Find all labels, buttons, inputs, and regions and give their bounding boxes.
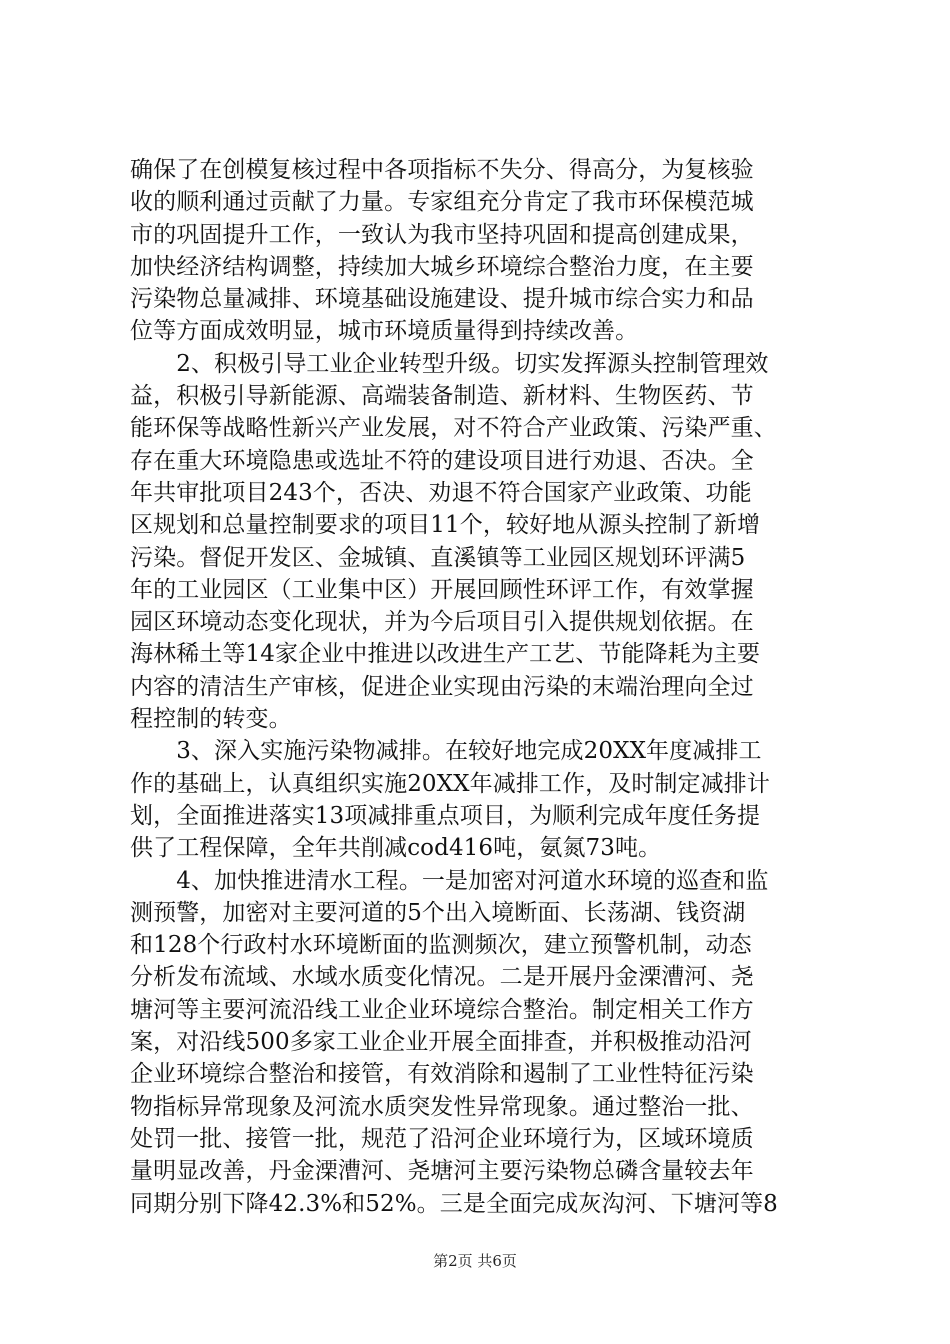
body-text-line: 市的巩固提升工作，一致认为我市坚持巩固和提高创建成果， [130, 221, 754, 248]
body-text-line: 收的顺利通过贡献了力量。专家组充分肯定了我市环保模范城 [130, 189, 754, 216]
body-text-line: 物指标异常现象及河流水质突发性异常现象。通过整治一批、 [130, 1093, 754, 1120]
body-text-line: 2、积极引导工业企业转型升级。切实发挥源头控制管理效 [130, 350, 769, 377]
body-text-line: 海林稀土等14家企业中推进以改进生产工艺、节能降耗为主要 [130, 641, 761, 668]
body-text-line: 存在重大环境隐患或选址不符的建设项目进行劝退、否决。全 [130, 447, 754, 474]
body-text-line: 案，对沿线500多家工业企业开展全面排查，并积极推动沿河 [130, 1029, 752, 1056]
body-text-line: 测预警，加密对主要河道的5个出入境断面、长荡湖、钱资湖 [130, 899, 746, 926]
body-text-line: 量明显改善，丹金溧漕河、尧塘河主要污染物总磷含量较去年 [130, 1158, 754, 1185]
body-text-line: 园区环境动态变化现状，并为今后项目引入提供规划依据。在 [130, 609, 754, 636]
body-text-line: 年共审批项目243个，否决、劝退不符合国家产业政策、功能 [130, 479, 752, 506]
body-text-line: 分析发布流域、水域水质变化情况。二是开展丹金溧漕河、尧 [130, 964, 754, 991]
page-footer: 第2页 共6页 [433, 1252, 517, 1270]
body-text-line: 年的工业园区（工业集中区）开展回顾性环评工作，有效掌握 [130, 576, 754, 603]
document-body [130, 154, 830, 1220]
body-text-line: 确保了在创模复核过程中各项指标不失分、得高分，为复核验 [130, 157, 754, 183]
body-text-line: 作的基础上，认真组织实施20XX年减排工作，及时制定减排计 [130, 770, 770, 797]
body-text-line: 程控制的转变。 [130, 706, 292, 733]
body-text-line: 塘河等主要河流沿线工业企业环境综合整治。制定相关工作方 [130, 996, 754, 1023]
body-text-line: 同期分别下降42.3%和52%。三是全面完成灰沟河、下塘河等8 [130, 1190, 778, 1217]
body-text-line: 和128个行政村水环境断面的监测频次，建立预警机制，动态 [130, 932, 752, 959]
body-text-line: 区规划和总量控制要求的项目11个，较好地从源头控制了新增 [130, 512, 761, 539]
body-text-line: 污染物总量减排、环境基础设施建设、提升城市综合实力和品 [130, 286, 754, 313]
body-text-line: 益，积极引导新能源、高端装备制造、新材料、生物医药、节 [130, 383, 754, 410]
body-text-line: 3、深入实施污染物减排。在较好地完成20XX年度减排工 [130, 738, 762, 765]
body-text-line: 4、加快推进清水工程。一是加密对河道水环境的巡查和监 [130, 867, 769, 894]
body-text-line: 内容的清洁生产审核，促进企业实现由污染的末端治理向全过 [130, 673, 754, 700]
body-text-line: 供了工程保障，全年共削减cod416吨，氨氮73吨。 [130, 835, 662, 862]
body-text-line: 能环保等战略性新兴产业发展，对不符合产业政策、污染严重、 [130, 415, 777, 442]
body-text-line: 位等方面成效明显，城市环境质量得到持续改善。 [130, 318, 639, 345]
body-text-line: 处罚一批、接管一批，规范了沿河企业环境行为，区域环境质 [130, 1125, 754, 1152]
body-text-line: 污染。督促开发区、金城镇、直溪镇等工业园区规划环评满5 [130, 544, 746, 571]
body-text-line: 加快经济结构调整，持续加大城乡环境综合整治力度，在主要 [130, 253, 754, 280]
body-text-line: 企业环境综合整治和接管，有效消除和遏制了工业性特征污染 [130, 1061, 754, 1088]
body-text-line: 划，全面推进落实13项减排重点项目，为顺利完成年度任务提 [130, 802, 761, 829]
